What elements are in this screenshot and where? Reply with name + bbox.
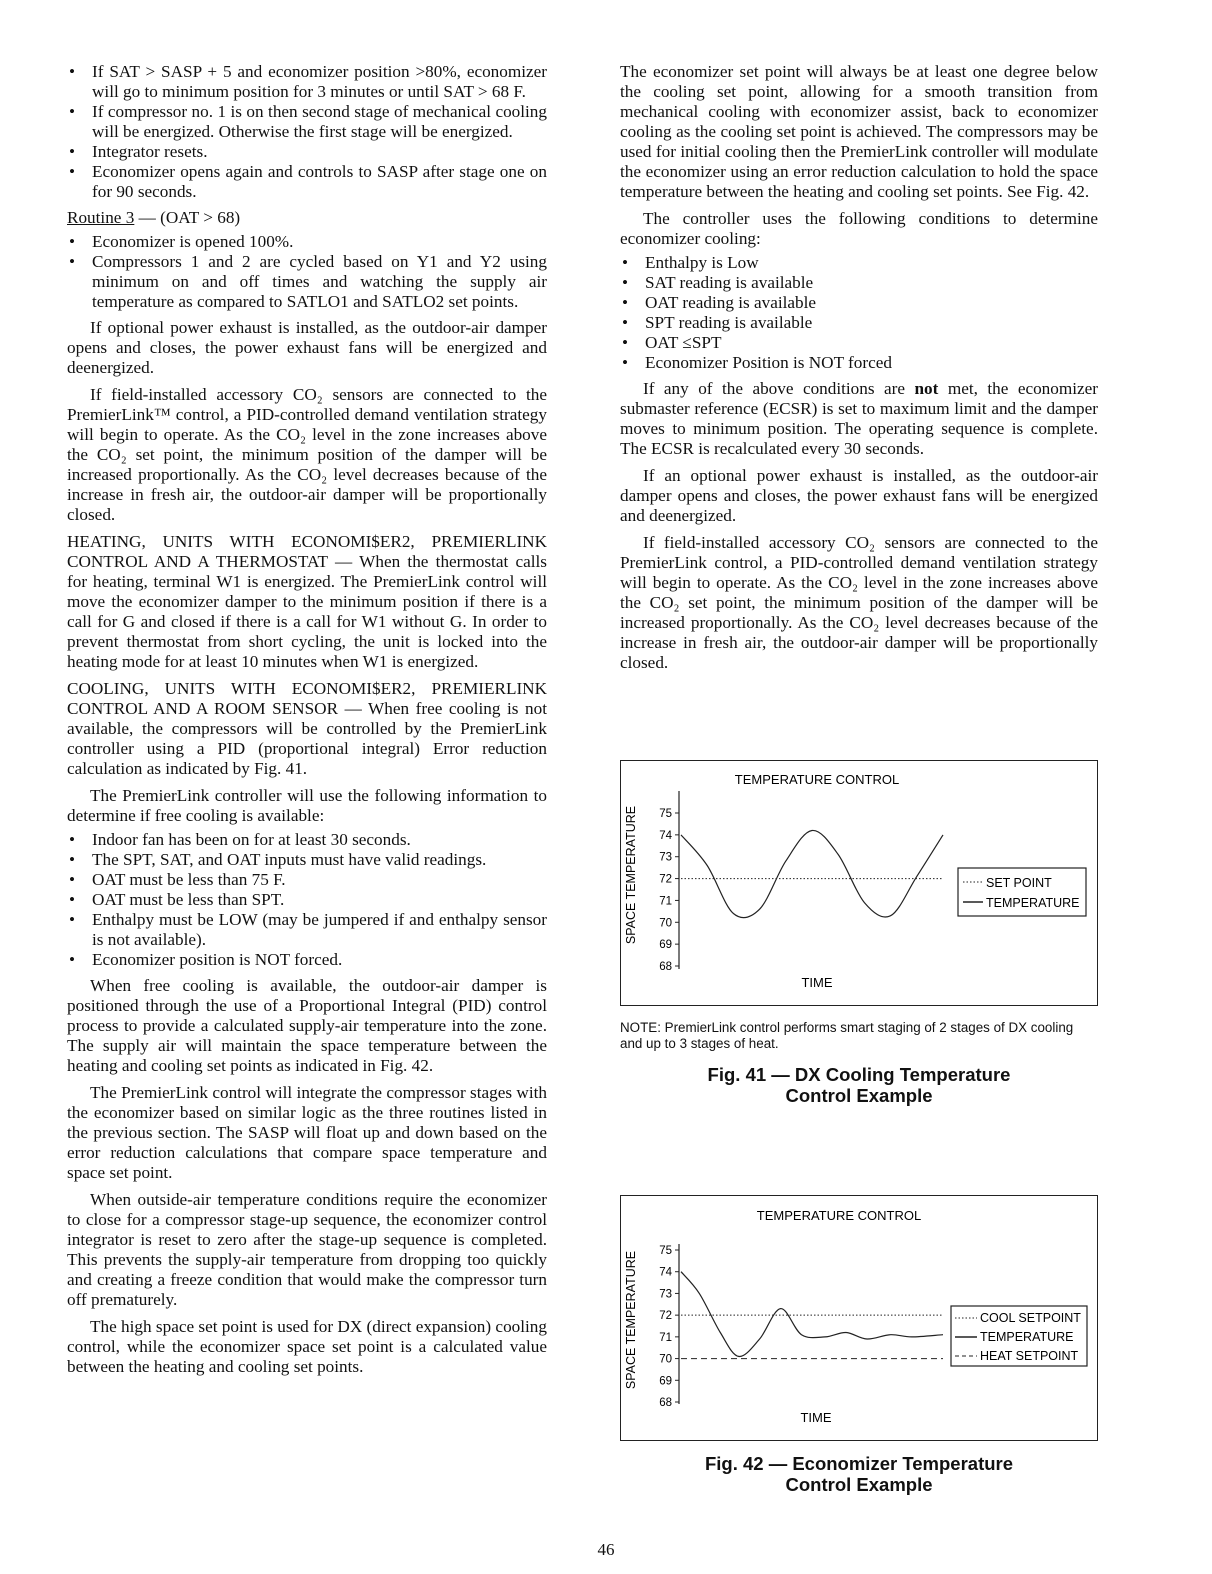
paragraph-co2: If field-installed accessory CO₂ sensors are connected to the PremierLink™ control, a PID-controlled demand ventilation strategy will begin to operate. As the CO₂ level in the zone increases above the CO₂ set point, the minimum position of the damper will be increased proportionally. As the CO₂ level decreases because of the increase in fresh air, the outdoor-air damper will be proportionally closed. <box>67 385 547 524</box>
paragraph-free-cooling-info: The PremierLink controller will use the following information to determine if free cooling is available: <box>67 786 547 825</box>
fig42-caption-line1: Fig. 42 — Economizer Temperature <box>704 1453 1014 1474</box>
list-item: • OAT reading is available <box>620 293 1098 313</box>
list-item: • If compressor no. 1 is on then second stage of mechanical cooling will be energized. Otherwise the first stage will be energized. <box>67 102 547 142</box>
y-tick-label: 70 <box>659 1353 672 1366</box>
fig41-chart <box>621 761 1096 1004</box>
y-tick-label: 72 <box>659 1310 672 1323</box>
paragraph-power-exhaust-2: If an optional power exhaust is installed, as the outdoor-air damper opens and closes, the power exhaust fans will be energized and deenergized. <box>620 466 1098 525</box>
fig42-ylabel: SPACE TEMPERATURE <box>624 1250 638 1390</box>
y-tick-label: 73 <box>659 851 672 864</box>
y-tick-label: 68 <box>659 961 672 973</box>
not-met-emphasis: not <box>914 379 939 398</box>
fig42-legend-cool: COOL SETPOINT <box>980 1311 1081 1325</box>
list-item: • Enthalpy must be LOW (may be jumpered if and enthalpy sensor is not available). <box>67 910 547 950</box>
y-tick-label: 71 <box>659 895 672 908</box>
fig41-chart-frame <box>620 760 1098 1006</box>
list-item: • If SAT > SASP + 5 and economizer position >80%, economizer will go to minimum position for 3 minutes or until SAT > 68 F. <box>67 62 547 102</box>
left-column <box>67 62 547 1384</box>
free-cooling-bullet-list <box>67 830 547 970</box>
fig41-caption-line1: Fig. 41 — DX Cooling Temperature <box>707 1064 1011 1085</box>
paragraph-economizer-setpoint: The economizer set point will always be at least one degree below the cooling set point, allowing for a smooth transition from mechanical cooling with economizer assist, back to economizer cooling as the cooling set point is achieved. The compressors may be used for initial cooling then the PremierLink controller will modulate the economizer using an error reduction calculation to hold the space temperature between the heating and cooling set points. See Fig. 42. <box>620 62 1098 201</box>
fig42-caption <box>620 1453 1098 1495</box>
fig42-title: TEMPERATURE CONTROL <box>756 1208 922 1223</box>
routine3-heading <box>67 208 547 228</box>
fig41-temperature-line <box>681 830 943 917</box>
y-tick-label: 73 <box>659 1288 672 1301</box>
routine2-bullet-list <box>67 62 547 202</box>
paragraph-integrate: The PremierLink control will integrate the compressor stages with the economizer based on similar logic as the three routines listed in the previous section. The SASP will float up and down based on the error reduction calculations that compare space temperature and space set point. <box>67 1083 547 1182</box>
paragraph-outside-air: When outside-air temperature conditions require the economizer to close for a compressor stage-up sequence, the economizer control integrator is reset to zero after the stage-up sequence is completed. This prevents the supply-air temperature from dropping too quickly and creating a freeze condition that would make the compressor turn off prematurely. <box>67 1190 547 1309</box>
list-item: • Economizer position is NOT forced. <box>67 950 547 970</box>
list-item: • Economizer opens again and controls to SASP after stage one on for 90 seconds. <box>67 162 547 202</box>
y-tick-label: 71 <box>659 1331 672 1344</box>
list-item: • Economizer is opened 100%. <box>67 232 547 252</box>
fig42-chart-frame <box>620 1195 1098 1441</box>
paragraph-free-cooling: When free cooling is available, the outdoor-air damper is positioned through the use of a Proportional Integral (PID) control process to provide a calculated supply-air temperature into the zone. The supply air will maintain the space temperature between the heating and cooling set points as indicated in Fig. 42. <box>67 976 547 1075</box>
y-tick-label: 75 <box>659 808 672 820</box>
paragraph-not-met <box>620 379 1098 459</box>
not-met-text-b: met, the economizer submaster reference (ECSR) is set to maximum limit and the damper moves to minimum position. The operating sequence is complete. The ECSR is recalculated every 30 seconds. <box>620 379 1098 458</box>
page-number: 46 <box>597 1540 615 1559</box>
right-column <box>620 62 1098 680</box>
list-item: • OAT ≤SPT <box>620 333 1098 353</box>
routine3-label: Routine 3 <box>67 208 135 227</box>
list-item: • Enthalpy is Low <box>620 253 1098 273</box>
y-tick-label: 74 <box>659 829 672 842</box>
fig41-caption-line2: Control Example <box>785 1085 933 1106</box>
fig41-caption <box>620 1064 1098 1106</box>
list-item: • SPT reading is available <box>620 313 1098 333</box>
y-tick-label: 68 <box>659 1397 672 1409</box>
y-tick-label: 70 <box>659 917 672 930</box>
conditions-bullet-list <box>620 253 1098 373</box>
section-cooling <box>67 679 547 779</box>
y-tick-label: 69 <box>659 939 672 952</box>
list-item: • OAT must be less than SPT. <box>67 890 547 910</box>
y-tick-label: 72 <box>659 873 672 886</box>
paragraph-conditions: The controller uses the following conditions to determine economizer cooling: <box>620 209 1098 248</box>
fig42-temperature-line <box>681 1272 943 1357</box>
paragraph-high-setpoint: The high space set point is used for DX (direct expansion) cooling control, while the economizer space set point is a calculated value between the heating and cooling set points. <box>67 1317 547 1376</box>
routine3-bullet-list <box>67 232 547 312</box>
y-tick-label: 74 <box>659 1266 672 1279</box>
fig41-ylabel: SPACE TEMPERATURE <box>624 805 638 945</box>
fig42-chart <box>621 1196 1096 1439</box>
fig41-title: TEMPERATURE CONTROL <box>734 772 900 787</box>
heating-text: — When the thermostat calls for heating, terminal W1 is energized. The PremierLink control will move the economizer damper to the minimum position if there is a call for G and closed if there is a call for W1 without G. In order to prevent thermostat from short cycling, the unit is locked into the heating mode for at least 10 minutes when W1 is energized. <box>67 552 547 671</box>
list-item: • Indoor fan has been on for at least 30 seconds. <box>67 830 547 850</box>
not-met-text-a: If any of the above conditions are <box>643 379 915 398</box>
heading-heating: HEATING, UNITS WITH ECONOMI$ER2, PREMIERLINK CONTROL AND A THERMOSTAT <box>67 532 547 571</box>
fig41-note: NOTE: PremierLink control performs smart staging of 2 stages of DX cooling and up to 3 stages of heat. <box>620 1020 1074 1051</box>
list-item: • Economizer Position is NOT forced <box>620 353 1098 373</box>
y-tick-label: 69 <box>659 1375 672 1388</box>
fig41-legend-temperature: TEMPERATURE <box>986 896 1080 910</box>
fig42-ticks <box>659 1245 679 1409</box>
fig42-xlabel: TIME <box>800 1410 832 1425</box>
fig41-legend-setpoint: SET POINT <box>986 876 1052 890</box>
fig41-ticks <box>659 808 679 973</box>
paragraph-co2-2: If field-installed accessory CO₂ sensors are connected to the PremierLink control, a PID-controlled demand ventilation strategy will begin to operate. As the CO₂ level in the zone increases above the CO₂ set point, the minimum position of the damper will be increased proportionally. As the CO₂ level decreases because of the increase in fresh air, the outdoor-air damper will be proportionally closed. <box>620 533 1098 672</box>
list-item: • SAT reading is available <box>620 273 1098 293</box>
heading-cooling: COOLING, UNITS WITH ECONOMI$ER2, PREMIERLINK CONTROL AND A ROOM SENSOR <box>67 679 547 718</box>
list-item: • Compressors 1 and 2 are cycled based on Y1 and Y2 using minimum on and off times and watching the supply air temperature as compared to SATLO1 and SATLO2 set points. <box>67 252 547 312</box>
section-heating <box>67 532 547 672</box>
fig42-caption-line2: Control Example <box>785 1474 933 1495</box>
list-item: • OAT must be less than 75 F. <box>67 870 547 890</box>
fig41-xlabel: TIME <box>801 975 833 990</box>
cooling-text: — When free cooling is not available, the compressors will be controlled by the PremierLink controller using a PID (proportional integral) Error reduction calculation as indicated by Fig. 41. <box>67 699 547 778</box>
list-item: • Integrator resets. <box>67 142 547 162</box>
paragraph-power-exhaust: If optional power exhaust is installed, as the outdoor-air damper opens and closes, the power exhaust fans will be energized and deenergized. <box>67 318 547 377</box>
fig42-legend-heat: HEAT SETPOINT <box>980 1349 1079 1363</box>
y-tick-label: 75 <box>659 1245 672 1257</box>
fig42-legend-temperature: TEMPERATURE <box>980 1330 1074 1344</box>
list-item: • The SPT, SAT, and OAT inputs must have valid readings. <box>67 850 547 870</box>
routine3-condition: — (OAT > 68) <box>134 208 241 227</box>
